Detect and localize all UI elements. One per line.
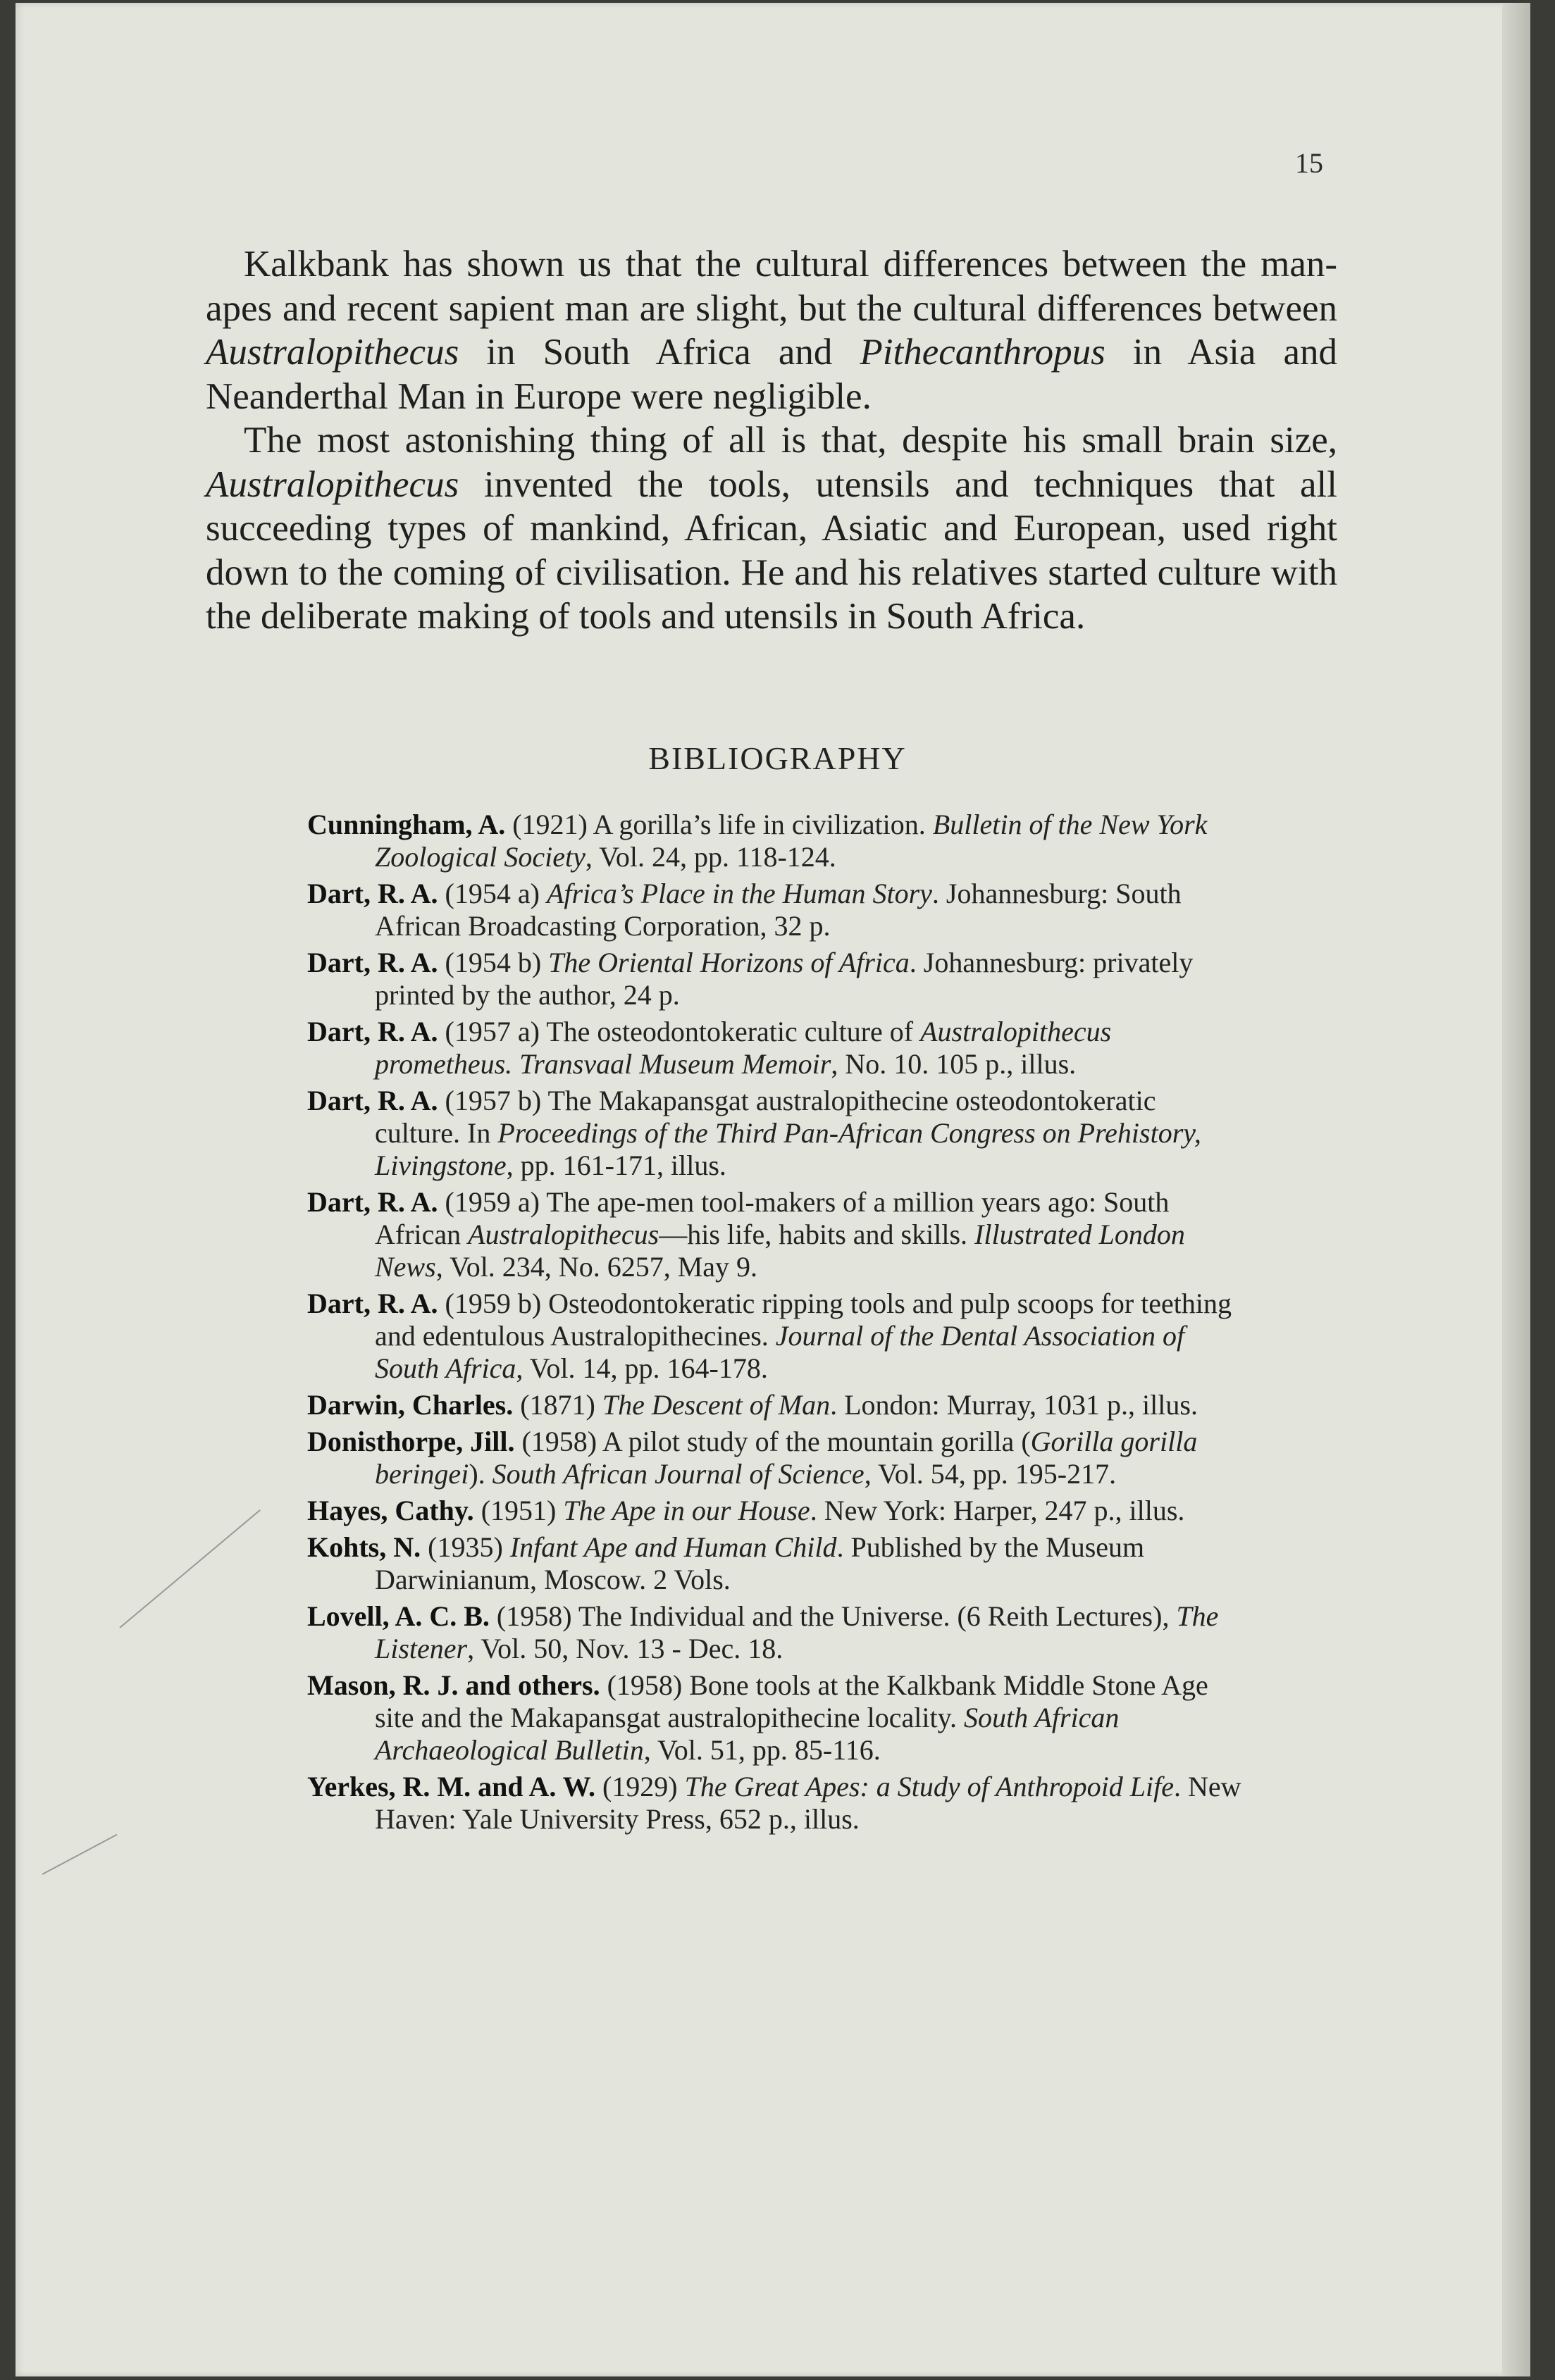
bibliography-entry: Hayes, Cathy. (1951) The Ape in our House. New York: Harper, 247 p., illus. bbox=[307, 1495, 1185, 1526]
bibliography-entry: Dart, R. A. (1959 a) The ape-men tool-makers of a million years ago: South African Australopithecus—his life, habits and skills. Illustrated London News, Vol. 234, No. 6257, May 9. bbox=[307, 1186, 1185, 1283]
bibliography-entry: Yerkes, R. M. and A. W. (1929) The Great Apes: a Study of Anthropoid Life. New Haven: Yale University Press, 652 p., illus. bbox=[307, 1771, 1241, 1835]
page-number: 15 bbox=[1295, 147, 1323, 179]
bibliography-entry: Lovell, A. C. B. (1958) The Individual and the Universe. (6 Reith Lectures), The Listener, Vol. 50, Nov. 13 - Dec. 18. bbox=[307, 1600, 1219, 1664]
bibliography-entry: Dart, R. A. (1954 b) The Oriental Horizons of Africa. Johannesburg: privately printed by the author, 24 p. bbox=[307, 947, 1194, 1011]
bibliography-entry: Donisthorpe, Jill. (1958) A pilot study of the mountain gorilla (Gorilla gorilla beringei). South African Journal of Science, Vol. 54, pp. 195-217. bbox=[307, 1426, 1198, 1490]
bibliography-entry: Darwin, Charles. (1871) The Descent of Man. London: Murray, 1031 p., illus. bbox=[307, 1389, 1198, 1421]
bibliography-heading: BIBLIOGRAPHY bbox=[648, 740, 907, 776]
bibliography-list bbox=[307, 809, 1244, 1840]
page-edge bbox=[1502, 3, 1530, 2376]
paragraph: The most astonishing thing of all is that, despite his small brain size, Australopithecus invented the tools, utensils and techniques that all succeeding types of mankind, African, Asiatic and European, used right down to the coming of civilisation. He and his relatives started culture with the deliberate making of tools and utensils in South Africa. bbox=[206, 420, 1337, 637]
bibliography-entry: Dart, R. A. (1954 a) Africa’s Place in the Human Story. Johannesburg: South African Broadcasting Corporation, 32 p. bbox=[307, 878, 1182, 942]
bibliography-entry: Dart, R. A. (1957 a) The osteodontokeratic culture of Australopithecus prometheus. Transvaal Museum Memoir, No. 10. 105 p., illus. bbox=[307, 1016, 1112, 1080]
bibliography-entry: Cunningham, A. (1921) A gorilla’s life in civilization. Bulletin of the New York Zoological Society, Vol. 24, pp. 118-124. bbox=[307, 809, 1208, 873]
bibliography-entry: Dart, R. A. (1959 b) Osteodontokeratic ripping tools and pulp scoops for teething and edentulous Australopithecines. Journal of the Dental Association of South Africa, Vol. 14, pp. 164-178. bbox=[307, 1288, 1232, 1384]
bibliography-entry: Kohts, N. (1935) Infant Ape and Human Child. Published by the Museum Darwinianum, Moscow. 2 Vols. bbox=[307, 1531, 1145, 1595]
body-text bbox=[206, 242, 1337, 639]
bibliography-entry: Dart, R. A. (1957 b) The Makapansgat australopithecine osteodontokeratic culture. In Proceedings of the Third Pan-African Congress on Prehistory, Livingstone, pp. 161-171, illus. bbox=[307, 1085, 1201, 1181]
bibliography-entry: Mason, R. J. and others. (1958) Bone tools at the Kalkbank Middle Stone Age site and the Makapansgat australopithecine locality. South African Archaeological Bulletin, Vol. 51, pp. 85-116. bbox=[307, 1669, 1208, 1766]
paragraph: Kalkbank has shown us that the cultural differences between the man-apes and recent sapient man are slight, but the cultural differences between Australopithecus in South Africa and Pithecanthropus in Asia and Neanderthal Man in Europe were negligible. bbox=[206, 244, 1337, 417]
